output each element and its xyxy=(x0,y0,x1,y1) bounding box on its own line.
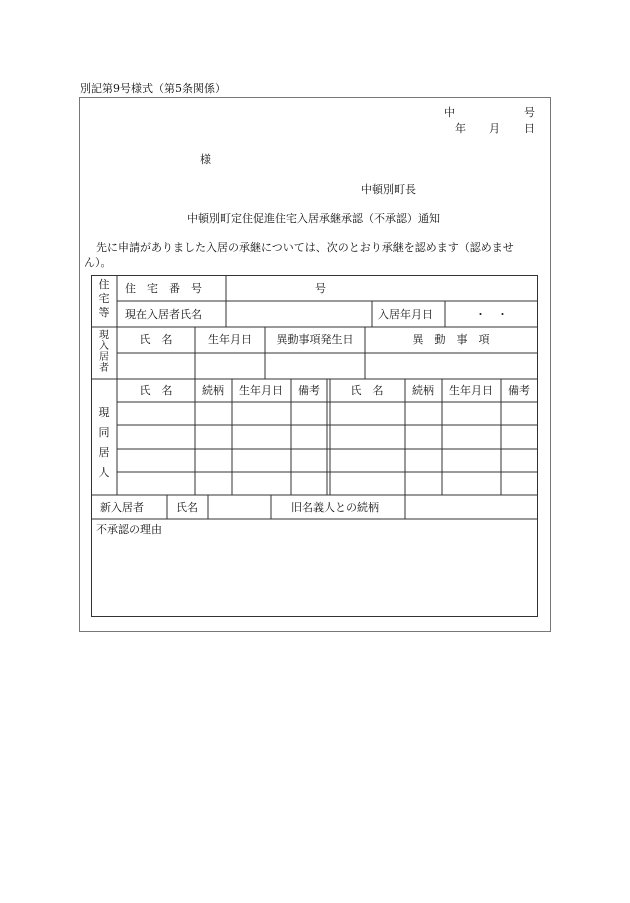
relation-to-former-holder-label: 旧名義人との続柄 xyxy=(291,501,379,514)
occupant-header-birthdate: 生年月日 xyxy=(208,333,252,346)
table-grid xyxy=(91,275,538,617)
cohabitant-header-name-left: 氏 名 xyxy=(139,384,173,397)
cohabitant-label: 現同居人 xyxy=(98,406,110,479)
cohabitant-header-birthdate-right: 生年月日 xyxy=(449,384,493,397)
move-in-date-value: ・ ・ xyxy=(475,308,508,321)
housing-number-label: 住 宅 番 号 xyxy=(125,282,202,295)
housing-number-suffix: 号 xyxy=(315,282,326,295)
month-label: 月 xyxy=(489,122,500,135)
cohabitant-header-birthdate-left: 生年月日 xyxy=(239,384,283,397)
cohabitant-header-relation-left: 続柄 xyxy=(202,384,224,397)
body-text-line1: 先に申請がありました入居の承継については、次のとおり承継を認めます（認めませ xyxy=(96,241,514,254)
office-prefix: 中 xyxy=(444,106,455,119)
move-in-date-label: 入居年月日 xyxy=(378,308,433,321)
issuer-name: 中頓別町長 xyxy=(361,183,416,196)
body-text-line2: ん）。 xyxy=(84,256,112,269)
cohabitant-header-notes-right: 備考 xyxy=(508,384,530,397)
current-occupant-label: 現入居者 xyxy=(99,330,109,374)
occupant-header-name: 氏 名 xyxy=(139,333,173,346)
day-label: 日 xyxy=(524,122,535,135)
cohabitant-header-notes-left: 備考 xyxy=(298,384,320,397)
new-resident-name-label: 氏名 xyxy=(176,501,198,514)
occupant-header-change-date: 異動事項発生日 xyxy=(276,333,354,346)
form-label: 別記第9号様式（第5条関係） xyxy=(80,82,226,95)
current-resident-label: 現在入居者氏名 xyxy=(125,308,202,321)
document-title: 中頓別町定住促進住宅入居承継承認（不承認）通知 xyxy=(187,212,440,225)
form-table xyxy=(91,275,538,617)
occupant-header-change-item: 異 動 事 項 xyxy=(412,333,490,346)
rejection-reason-label: 不承認の理由 xyxy=(96,523,162,536)
new-resident-label: 新入居者 xyxy=(100,501,144,514)
cohabitant-header-name-right: 氏 名 xyxy=(350,384,384,397)
cohabitant-header-relation-right: 続柄 xyxy=(412,384,434,397)
number-suffix: 号 xyxy=(524,106,535,119)
year-label: 年 xyxy=(455,122,466,135)
addressee-suffix: 様 xyxy=(200,153,211,166)
housing-label: 住宅等 xyxy=(98,278,110,319)
